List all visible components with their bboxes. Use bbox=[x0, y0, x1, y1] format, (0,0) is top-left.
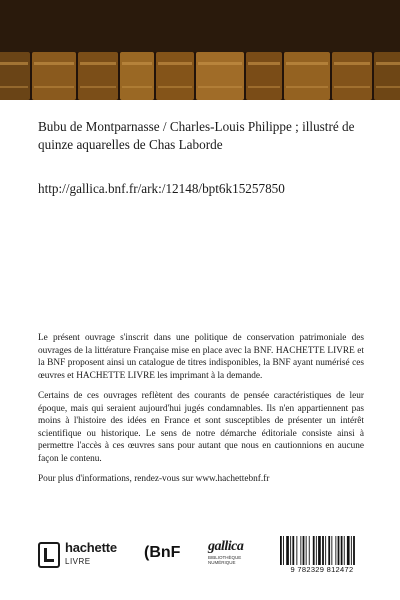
book-spine bbox=[284, 52, 330, 100]
barcode-bar bbox=[347, 536, 350, 566]
spine-band bbox=[334, 86, 370, 88]
barcode-bar bbox=[309, 536, 310, 566]
book-spine bbox=[156, 52, 194, 100]
barcode-bar bbox=[316, 536, 317, 566]
barcode-bar bbox=[306, 536, 307, 566]
barcode-bar bbox=[325, 536, 326, 566]
spine-band bbox=[198, 86, 242, 88]
barcode-bar bbox=[300, 536, 301, 566]
spine-band bbox=[376, 86, 400, 88]
gallica-wordmark: gallica bbox=[208, 539, 244, 554]
notice-paragraph-3: Pour plus d'informations, rendez-vous sur www.hachettebnf.fr bbox=[38, 474, 270, 484]
barcode-bar bbox=[303, 536, 305, 566]
barcode-bar bbox=[296, 536, 297, 566]
livre-wordmark: LIVRE bbox=[65, 557, 91, 566]
barcode-bar bbox=[280, 536, 282, 566]
spine-band bbox=[34, 62, 74, 65]
gallica-subtitle: BIBLIOTHÈQUE NUMÉRIQUE bbox=[208, 555, 242, 565]
barcode-bar bbox=[322, 536, 324, 566]
book-spines-illustration bbox=[0, 0, 400, 100]
barcode-bar bbox=[292, 536, 294, 566]
book-spine bbox=[78, 52, 118, 100]
spine-band bbox=[334, 62, 370, 65]
barcode-digits: 9 782329 812472 bbox=[276, 565, 368, 574]
barcode-bar bbox=[351, 536, 352, 566]
notice-text bbox=[38, 332, 364, 494]
gallica-url[interactable]: http://gallica.bnf.fr/ark:/12148/bpt6k15257850 bbox=[38, 181, 285, 196]
book-spine bbox=[332, 52, 372, 100]
book-spine bbox=[246, 52, 282, 100]
barcode-bar bbox=[353, 536, 355, 566]
book-title: Bubu de Montparnasse / Charles-Louis Philippe ; illustré de quinze aquarelles de Chas Laborde bbox=[38, 119, 355, 152]
book-spine bbox=[120, 52, 154, 100]
barcode-bar bbox=[283, 536, 284, 566]
notice-paragraph-1: Le présent ouvrage s'inscrit dans une politique de conservation patrimoniale des ouvrages de la littérature Française mise en place avec la BNF. HACHETTE LIVRE et la BNF proposent ainsi un catalogue de titres indisponibles, la BNF ayant numérisé ces œuvres et HACHETTE LIVRE les imprimant à la demande. bbox=[38, 333, 364, 381]
barcode-bar bbox=[290, 536, 291, 566]
book-spine bbox=[0, 52, 30, 100]
book-spine bbox=[196, 52, 244, 100]
barcode-bar bbox=[335, 536, 336, 566]
barcode-bar bbox=[286, 536, 289, 566]
spine-band bbox=[80, 62, 116, 65]
spine-band bbox=[248, 62, 280, 65]
notice-paragraph-2: Certains de ces ouvrages reflètent des courants de pensée caractéristiques de leur époque, mais qui seraient aujourd'hui jugés condamnables. Ils n'en appartiennent pas moins à l'histoire des idées en France et sont susceptibles de présenter un intérêt scientifique ou historique. Le sens de notre démarche éditoriale consiste ainsi à permettre l'accès à ces œuvres sans pour autant que nous en cautionnions en aucune façon le contenu. bbox=[38, 391, 364, 464]
spine-band bbox=[80, 86, 116, 88]
footer-logos bbox=[38, 536, 368, 572]
bnf-logo: (BnF bbox=[144, 544, 181, 561]
barcode-bar bbox=[338, 536, 340, 566]
spine-band bbox=[0, 62, 28, 65]
book-spines-photo bbox=[0, 0, 400, 100]
hachette-wordmark: hachette bbox=[65, 540, 117, 555]
spine-band bbox=[34, 86, 74, 88]
spine-band bbox=[122, 86, 152, 88]
spine-band bbox=[122, 62, 152, 65]
spine-band bbox=[158, 86, 192, 88]
hachette-livre-logo bbox=[38, 540, 130, 570]
spine-band bbox=[286, 86, 328, 88]
spine-band bbox=[286, 62, 328, 65]
barcode-bar bbox=[328, 536, 330, 566]
spine-band bbox=[376, 62, 400, 65]
book-spine bbox=[32, 52, 76, 100]
barcode-bar bbox=[341, 536, 343, 566]
spine-band bbox=[248, 86, 280, 88]
barcode-bar bbox=[318, 536, 321, 566]
barcode-bar bbox=[344, 536, 345, 566]
spine-band bbox=[0, 86, 28, 88]
barcode-icon bbox=[276, 536, 368, 566]
isbn-barcode bbox=[276, 536, 368, 574]
gallica-logo bbox=[208, 539, 260, 571]
barcode-bar bbox=[331, 536, 332, 566]
barcode-bar bbox=[313, 536, 315, 566]
header-block bbox=[38, 118, 378, 198]
hachette-h-icon bbox=[38, 542, 60, 568]
spine-band bbox=[198, 62, 242, 65]
spine-band bbox=[158, 62, 192, 65]
book-spine bbox=[374, 52, 400, 100]
